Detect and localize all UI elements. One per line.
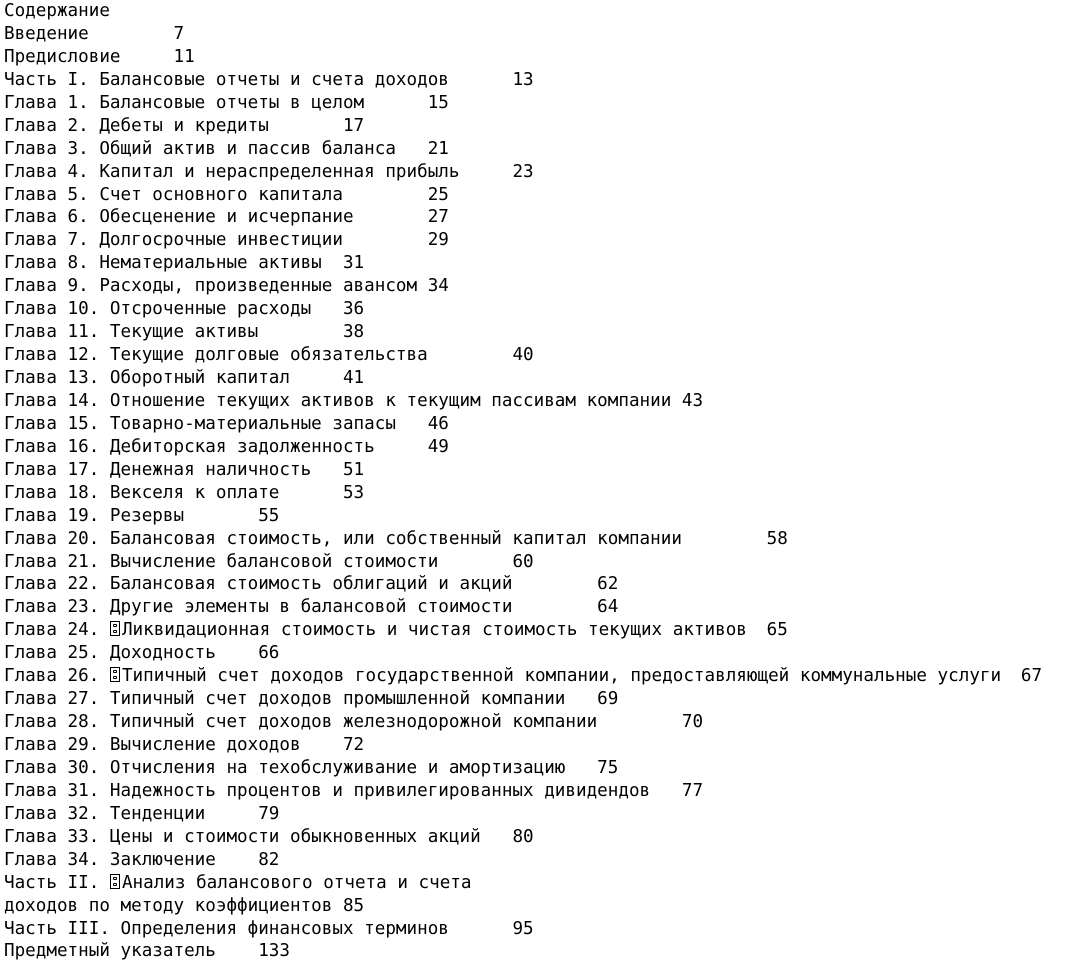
toc-entry bbox=[4, 69, 1092, 92]
toc-entry-text: Глава 20. Балансовая стоимость, или собственный капитал компании 58 bbox=[4, 528, 788, 549]
unknown-character-icon bbox=[110, 621, 120, 636]
toc-entry bbox=[4, 229, 1092, 252]
toc-entry-text: Глава 1. Балансовые отчеты в целом 15 bbox=[4, 92, 449, 113]
toc-entry bbox=[4, 344, 1092, 367]
toc-entry-text: Глава 25. Доходность 66 bbox=[4, 643, 280, 664]
toc-entry-text: Глава 8. Нематериальные активы 31 bbox=[4, 253, 365, 274]
toc-entry-text: Глава 29. Вычисление доходов 72 bbox=[4, 735, 365, 755]
toc-entry bbox=[4, 275, 1092, 298]
toc-entry bbox=[4, 46, 1092, 69]
toc-entry bbox=[4, 596, 1092, 619]
toc-entry-prefix: Глава 26. bbox=[4, 666, 110, 687]
toc-entry bbox=[4, 940, 1092, 963]
toc-entry-text: Глава 3. Общий актив и пассив баланса 21 bbox=[4, 138, 449, 159]
toc-entry bbox=[4, 184, 1092, 207]
toc-entry bbox=[4, 138, 1092, 161]
toc-entry bbox=[4, 436, 1092, 459]
toc-entry bbox=[4, 161, 1092, 184]
toc-entry-text: Часть III. Определения финансовых терминов 95 bbox=[4, 918, 534, 939]
toc-entry-text: Глава 6. Обесценение и исчерпание 27 bbox=[4, 207, 449, 228]
toc-entry bbox=[4, 482, 1092, 505]
toc-entry-text: Глава 2. Дебеты и кредиты 17 bbox=[4, 115, 365, 136]
toc-entry-text: Глава 7. Долгосрочные инвестиции 29 bbox=[4, 230, 449, 251]
toc-entry-text: Типичный счет доходов государственной компании, предоставляющей коммунальные услуги 67 bbox=[121, 666, 1043, 687]
toc-entry bbox=[4, 895, 1092, 918]
toc-entry bbox=[4, 665, 1092, 688]
toc-entry bbox=[4, 367, 1092, 390]
toc-entry-prefix: Глава 24. bbox=[4, 620, 110, 641]
toc-entry bbox=[4, 872, 1092, 895]
toc-entry-text: Глава 14. Отношение текущих активов к текущим пассивам компании 43 bbox=[4, 390, 704, 411]
toc-entry-text: Глава 5. Счет основного капитала 25 bbox=[4, 184, 449, 205]
toc-entry-text: Глава 32. Тенденции 79 bbox=[4, 803, 280, 824]
toc-entry-prefix: Часть II. bbox=[4, 872, 110, 893]
toc-entry-text: Глава 4. Капитал и нераспределенная прибыль 23 bbox=[4, 161, 534, 182]
toc-entry bbox=[4, 688, 1092, 711]
unknown-character-icon bbox=[110, 667, 120, 682]
toc-entry bbox=[4, 619, 1092, 642]
toc-entry bbox=[4, 528, 1092, 551]
toc-entry bbox=[4, 321, 1092, 344]
toc-entry-text: Глава 17. Денежная наличность 51 bbox=[4, 459, 365, 480]
toc-entry bbox=[4, 757, 1092, 780]
toc-entry bbox=[4, 413, 1092, 436]
toc-entry-text: Глава 10. Отсроченные расходы 36 bbox=[4, 299, 365, 320]
toc-entry-text: Часть I. Балансовые отчеты и счета доходов 13 bbox=[4, 69, 534, 90]
toc-entry bbox=[4, 298, 1092, 321]
toc-entry-text: Глава 19. Резервы 55 bbox=[4, 505, 280, 526]
toc-entry-text: Глава 23. Другие элементы в балансовой стоимости 64 bbox=[4, 597, 619, 618]
toc-entry bbox=[4, 23, 1092, 46]
toc-entry-text: Анализ балансового отчета и счета bbox=[121, 872, 472, 893]
toc-entry bbox=[4, 252, 1092, 275]
toc-entry bbox=[4, 826, 1092, 849]
toc-title: Содержание bbox=[4, 1, 110, 21]
toc-entry-text: Глава 31. Надежность процентов и привилегированных дивидендов 77 bbox=[4, 780, 704, 801]
toc-entry bbox=[4, 573, 1092, 596]
toc-entry-text: Глава 11. Текущие активы 38 bbox=[4, 322, 365, 343]
toc-entry bbox=[4, 505, 1092, 528]
toc-entry-text: Глава 34. Заключение 82 bbox=[4, 849, 280, 870]
toc-list bbox=[4, 23, 1092, 963]
toc-entry bbox=[4, 803, 1092, 826]
toc-entry-text: Предисловие 11 bbox=[4, 46, 195, 67]
toc-entry-text: Глава 22. Балансовая стоимость облигаций и акций 62 bbox=[4, 574, 619, 595]
toc-entry-text: Глава 27. Типичный счет доходов промышленной компании 69 bbox=[4, 689, 619, 710]
toc-entry-text: Ликвидационная стоимость и чистая стоимость текущих активов 65 bbox=[121, 620, 788, 641]
toc-entry-text: Глава 15. Товарно-материальные запасы 46 bbox=[4, 413, 449, 434]
toc-entry bbox=[4, 551, 1092, 574]
unknown-character-icon bbox=[110, 874, 120, 889]
toc-entry-text: Глава 13. Оборотный капитал 41 bbox=[4, 368, 365, 388]
toc-entry bbox=[4, 390, 1092, 413]
toc-entry-text: Глава 18. Векселя к оплате 53 bbox=[4, 482, 365, 503]
toc-entry bbox=[4, 115, 1092, 138]
toc-entry bbox=[4, 642, 1092, 665]
toc-entry bbox=[4, 459, 1092, 482]
toc-entry bbox=[4, 849, 1092, 872]
toc-entry-text: Глава 28. Типичный счет доходов железнодорожной компании 70 bbox=[4, 712, 704, 733]
toc-entry bbox=[4, 206, 1092, 229]
toc-entry-text: Глава 9. Расходы, произведенные авансом 34 bbox=[4, 276, 449, 297]
toc-entry-text: Глава 21. Вычисление балансовой стоимости 60 bbox=[4, 551, 534, 572]
toc-entry-text: Введение 7 bbox=[4, 23, 185, 44]
toc-entry bbox=[4, 918, 1092, 941]
toc-entry bbox=[4, 92, 1092, 115]
toc-entry bbox=[4, 780, 1092, 803]
toc-entry-text: Глава 30. Отчисления на техобслуживание и амортизацию 75 bbox=[4, 757, 619, 778]
toc-entry-text: Глава 16. Дебиторская задолженность 49 bbox=[4, 436, 449, 457]
toc-entry-text: Глава 33. Цены и стоимости обыкновенных акций 80 bbox=[4, 826, 534, 847]
toc-entry bbox=[4, 734, 1092, 757]
toc-entry-text: Глава 12. Текущие долговые обязательства 40 bbox=[4, 345, 534, 366]
toc-entry bbox=[4, 711, 1092, 734]
toc-entry-text: доходов по методу коэффициентов 85 bbox=[4, 895, 365, 916]
toc-entry-text: Предметный указатель 133 bbox=[4, 941, 290, 962]
